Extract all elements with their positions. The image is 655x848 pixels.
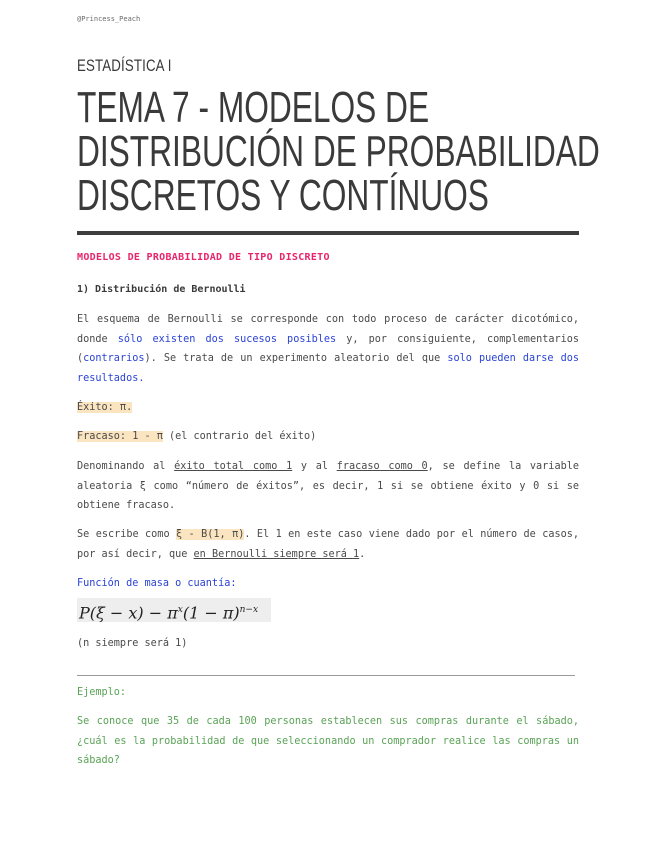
text-span: ). Se trata de un experimento aleatorio del que (144, 353, 448, 364)
author-watermark: @Princess_Peach (77, 15, 141, 23)
text-span: . (359, 548, 366, 560)
section-heading: MODELOS DE PROBABILIDAD DE TIPO DISCRETO (77, 252, 330, 263)
text-span: El esquema de Bernoulli se corresponde con todo proceso de carácter dicotómico, donde (77, 314, 579, 345)
notation-paragraph (77, 525, 579, 564)
fracaso-highlight: Fracaso: 1 - π (77, 431, 163, 442)
page-title (77, 83, 600, 220)
formula-exponent-n-x: n−x (239, 605, 259, 615)
bernoulli-intro-paragraph (77, 310, 579, 388)
example-divider (77, 675, 575, 676)
underline-always-one: en Bernoulli siempre será 1 (193, 548, 360, 560)
formula-complement: (1 − π) (182, 603, 240, 623)
highlight-two-results: solo pueden darse dos resultados. (77, 353, 580, 384)
text-span: Denominando al (77, 461, 175, 472)
variable-definition-paragraph (77, 457, 579, 516)
text-span: y, por consiguiente, complementarios ( (77, 333, 580, 364)
underline-exito-total: éxito total como 1 (174, 461, 293, 472)
mass-function-formula (77, 598, 271, 622)
highlight-two-events: sólo existen dos sucesos posibles (117, 333, 337, 345)
title-line-1: TEMA 7 - MODELOS DE (77, 83, 430, 132)
underline-fracaso-cero: fracaso como 0 (336, 461, 428, 472)
notation-highlight: ξ - B(1, π) (176, 529, 245, 540)
exito-highlight: Éxito: π. (77, 402, 133, 413)
subsection-heading: 1) Distribución de Bernoulli (77, 284, 246, 295)
fracaso-line (77, 427, 579, 447)
title-line-3: DISCRETOS Y CONTÍNUOS (77, 171, 489, 220)
text-span: y al (292, 461, 337, 472)
exito-line (77, 398, 579, 418)
highlight-contrarios: contrarios (83, 353, 145, 364)
text-span: , se define la variable aleatoria ξ como “número de éxitos”, es decir, 1 si se obtiene éxito y 0 si se obtiene fracaso. (77, 461, 579, 511)
title-line-2: DISTRIBUCIÓN DE PROBABILIDAD (77, 127, 600, 176)
subject-label: ESTADÍSTICA I (77, 56, 172, 75)
text-span: Se escribe como (77, 529, 176, 540)
formula-exponent-x: x (177, 605, 183, 615)
example-text: Se conoce que 35 de cada 100 personas establecen sus compras durante el sábado, ¿cuál es la probabilidad de que seleccionando un comprador realice las compras un sábado? (77, 716, 579, 766)
example-label: Ejemplo: (77, 687, 127, 698)
text-span: . El 1 en este caso viene dado por el número de casos, por así decir, que (77, 529, 579, 560)
n-note: (n siempre será 1) (77, 638, 188, 649)
title-divider (77, 231, 579, 235)
fracaso-note: (el contrario del éxito) (162, 431, 317, 442)
formula-main: P(ξ − x) − π (79, 603, 178, 623)
mass-function-label: Función de masa o cuantía: (77, 578, 237, 589)
